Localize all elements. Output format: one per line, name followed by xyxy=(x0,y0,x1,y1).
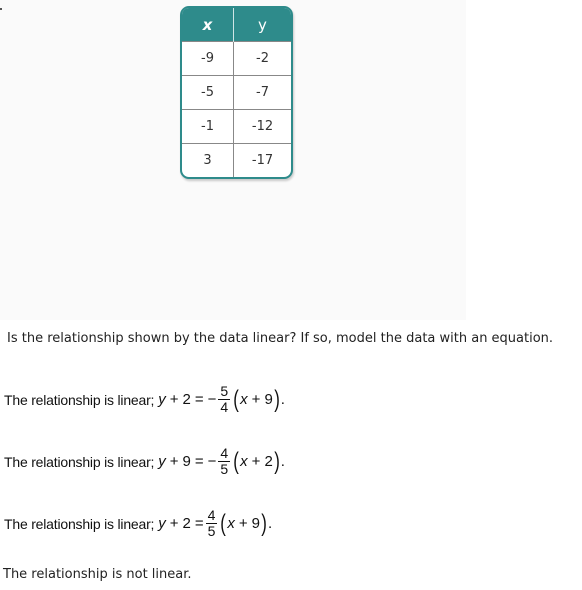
cell-y: -2 xyxy=(234,42,292,76)
open-paren: ( xyxy=(220,509,227,537)
sign: − xyxy=(207,391,217,408)
number: 9 xyxy=(264,391,273,408)
var-y: y xyxy=(158,515,166,532)
table-row xyxy=(182,76,291,110)
number: 2 xyxy=(264,453,273,470)
answer-option-4[interactable]: The relationship is not linear. xyxy=(3,567,192,582)
cell-y: -7 xyxy=(234,76,292,110)
op: + xyxy=(169,453,179,470)
xy-table xyxy=(180,6,293,179)
option-equation xyxy=(158,446,285,477)
numerator: 4 xyxy=(220,445,229,461)
number: 2 xyxy=(182,391,191,408)
close-paren: ) xyxy=(273,385,280,413)
op: + xyxy=(169,391,179,408)
var-x: x xyxy=(240,453,248,470)
cell-x: -1 xyxy=(182,110,234,144)
figure-panel xyxy=(0,0,466,320)
cell-x: -9 xyxy=(182,42,234,76)
fraction xyxy=(206,508,218,539)
answer-option-1[interactable] xyxy=(4,384,285,415)
op: + xyxy=(251,391,261,408)
equals: = xyxy=(194,391,204,408)
cell-x: -5 xyxy=(182,76,234,110)
var-y: y xyxy=(158,391,166,408)
header-x: x xyxy=(182,8,234,42)
fraction xyxy=(218,446,230,477)
var-x: x xyxy=(227,515,235,532)
denominator: 5 xyxy=(220,461,229,477)
question-text: Is the relationship shown by the data linear? If so, model the data with an equation. xyxy=(7,331,554,346)
stray-dot xyxy=(0,8,2,10)
open-paren: ( xyxy=(233,447,239,475)
answer-option-2[interactable] xyxy=(4,446,285,477)
option-lead: The relationship is linear; xyxy=(4,515,155,532)
denominator: 4 xyxy=(220,399,229,415)
option-lead: The relationship is linear; xyxy=(4,391,155,408)
sign: − xyxy=(207,453,217,470)
number: 9 xyxy=(251,515,261,532)
op: + xyxy=(238,515,248,532)
header-y: y xyxy=(234,8,292,42)
period: . xyxy=(268,515,273,532)
equals: = xyxy=(194,515,204,532)
close-paren: ) xyxy=(273,447,280,475)
numerator: 5 xyxy=(220,383,229,399)
var-y: y xyxy=(158,453,166,470)
denominator: 5 xyxy=(207,523,216,539)
option-equation xyxy=(158,508,272,539)
option-equation xyxy=(158,384,285,415)
option-lead: The relationship is linear; xyxy=(4,453,155,470)
open-paren: ( xyxy=(233,385,239,413)
cell-y: -17 xyxy=(234,144,292,178)
period: . xyxy=(280,391,285,408)
equals: = xyxy=(194,453,204,470)
numerator: 4 xyxy=(207,507,216,523)
cell-y: -12 xyxy=(234,110,292,144)
period: . xyxy=(280,453,285,470)
table-row xyxy=(182,144,291,178)
op: + xyxy=(251,453,261,470)
table-row xyxy=(182,110,291,144)
number: 9 xyxy=(182,453,191,470)
answer-option-3[interactable] xyxy=(4,508,272,539)
number: 2 xyxy=(182,515,191,532)
cell-x: 3 xyxy=(182,144,234,178)
var-x: x xyxy=(240,391,248,408)
fraction xyxy=(218,384,230,415)
close-paren: ) xyxy=(261,509,267,537)
table-row xyxy=(182,42,291,76)
op: + xyxy=(169,515,179,532)
